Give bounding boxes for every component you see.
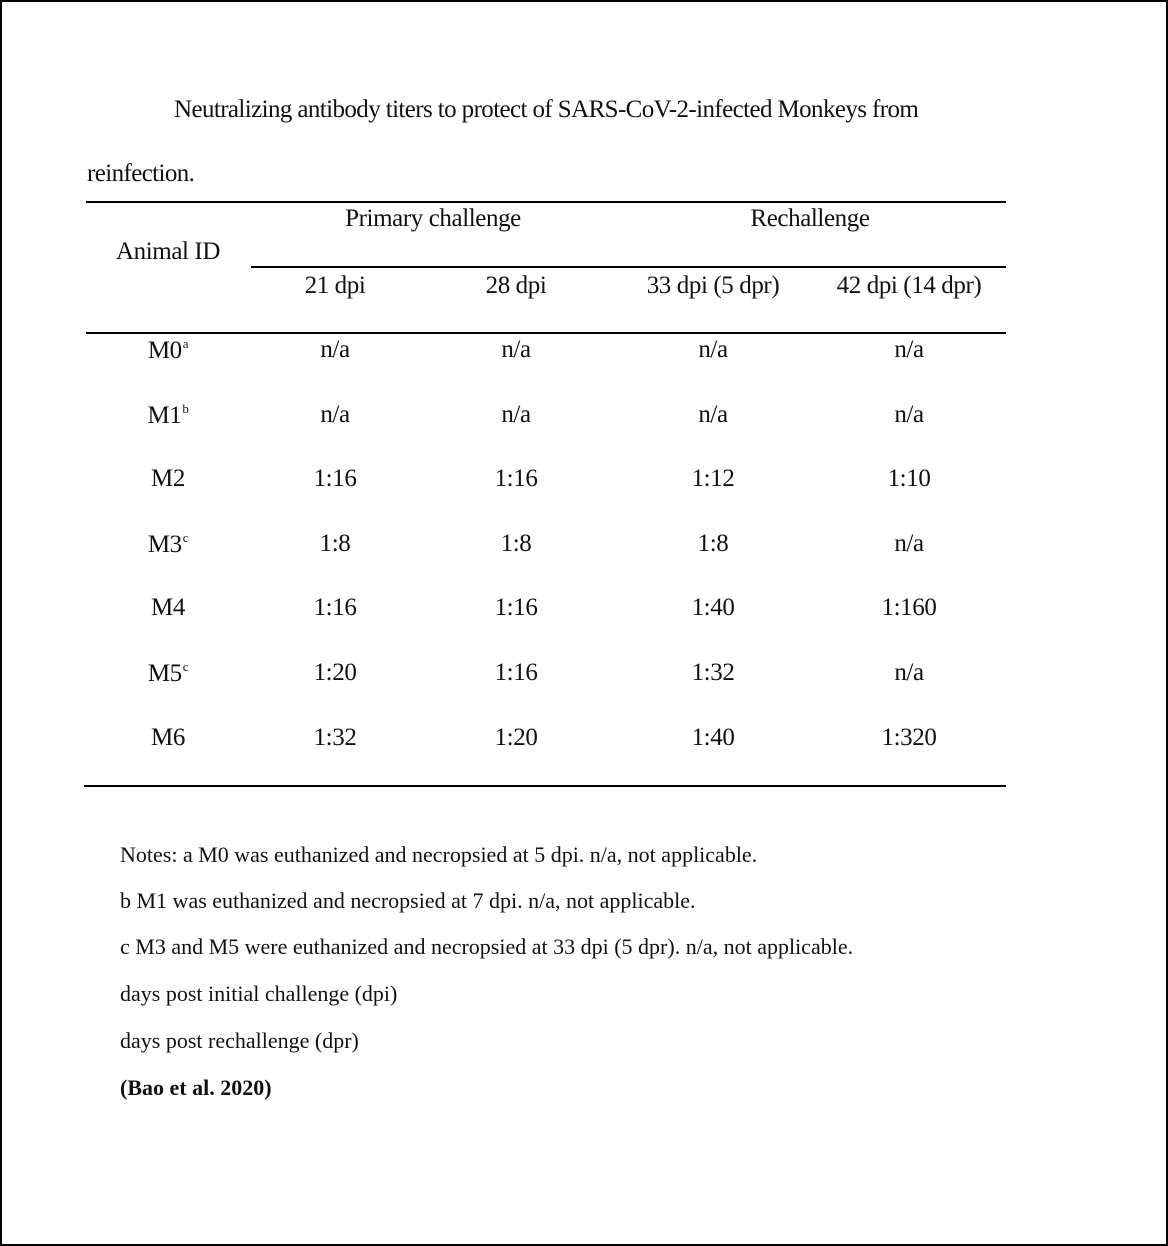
titer-cell: n/a <box>894 336 924 363</box>
titer-cell: 1:160 <box>881 594 937 621</box>
titer-cell: 1:20 <box>313 659 357 686</box>
note-a: Notes: a M0 was euthanized and necropsied at 5 dpi. n/a, not applicable. <box>120 842 758 867</box>
titer-cell: 1:8 <box>500 530 532 557</box>
header-42-dpi: 42 dpi (14 dpr) <box>836 272 982 299</box>
animal-id-text: M4 <box>151 594 185 621</box>
animal-id-text: M2 <box>151 465 185 492</box>
titer-cell: 1:16 <box>313 594 357 621</box>
animal-id-text: M1 <box>147 402 182 429</box>
titer-cell: n/a <box>698 336 728 363</box>
footnote-marker: c <box>182 530 189 545</box>
note-c: c M3 and M5 were euthanized and necropsied at 33 dpi (5 dpr). n/a, not applicable. <box>120 934 854 959</box>
animal-id-cell <box>151 594 185 622</box>
titer-cell: 1:32 <box>313 724 357 751</box>
footnote-marker: b <box>182 401 189 416</box>
animal-id-text: M3 <box>147 531 182 558</box>
header-bottom-rule <box>86 332 1006 334</box>
header-animal-id: Animal ID <box>115 238 221 265</box>
footnote-marker: a <box>182 336 189 351</box>
table-title-continued: reinfection. <box>87 160 195 187</box>
table-title: Neutralizing antibody titers to protect of SARS-CoV-2-infected Monkeys from <box>174 96 919 123</box>
titer-cell: 1:8 <box>697 530 729 557</box>
footnote-marker: c <box>182 659 189 674</box>
animal-id-text: M0 <box>147 337 182 364</box>
titer-cell: 1:20 <box>494 724 538 751</box>
animal-id-text: M6 <box>151 724 185 751</box>
titer-cell: n/a <box>320 401 350 428</box>
titer-cell: n/a <box>894 401 924 428</box>
titer-cell: n/a <box>894 659 924 686</box>
header-33-dpi: 33 dpi (5 dpr) <box>646 272 780 299</box>
titer-cell: 1:320 <box>881 724 937 751</box>
animal-id-text: M5 <box>147 660 182 687</box>
titer-cell: n/a <box>320 336 350 363</box>
animal-id-cell <box>148 659 188 688</box>
titer-cell: 1:40 <box>691 594 735 621</box>
group-header-rule <box>251 266 1006 268</box>
header-28-dpi: 28 dpi <box>485 272 547 299</box>
titer-cell: 1:10 <box>887 465 931 492</box>
table-top-rule <box>86 201 1006 203</box>
titer-cell: 1:40 <box>691 724 735 751</box>
titer-cell: 1:16 <box>313 465 357 492</box>
table-bottom-rule <box>84 785 1006 787</box>
titer-cell: n/a <box>501 401 531 428</box>
animal-id-cell <box>148 530 188 559</box>
titer-cell: n/a <box>501 336 531 363</box>
titer-cell: 1:12 <box>691 465 735 492</box>
header-primary-challenge: Primary challenge <box>345 205 521 232</box>
header-21-dpi: 21 dpi <box>304 272 366 299</box>
note-dpi: days post initial challenge (dpi) <box>120 981 398 1006</box>
animal-id-cell <box>151 465 185 493</box>
titer-cell: 1:8 <box>319 530 351 557</box>
header-rechallenge: Rechallenge <box>750 205 870 232</box>
titer-cell: 1:32 <box>691 659 735 686</box>
titer-cell: n/a <box>698 401 728 428</box>
animal-id-cell <box>147 401 188 430</box>
titer-cell: 1:16 <box>494 465 538 492</box>
note-b: b M1 was euthanized and necropsied at 7 dpi. n/a, not applicable. <box>120 888 696 913</box>
titer-cell: 1:16 <box>494 594 538 621</box>
titer-cell: n/a <box>894 530 924 557</box>
citation: (Bao et al. 2020) <box>120 1075 272 1100</box>
titer-cell: 1:16 <box>494 659 538 686</box>
note-dpr: days post rechallenge (dpr) <box>120 1028 359 1053</box>
animal-id-cell <box>151 724 185 752</box>
animal-id-cell <box>148 336 188 365</box>
